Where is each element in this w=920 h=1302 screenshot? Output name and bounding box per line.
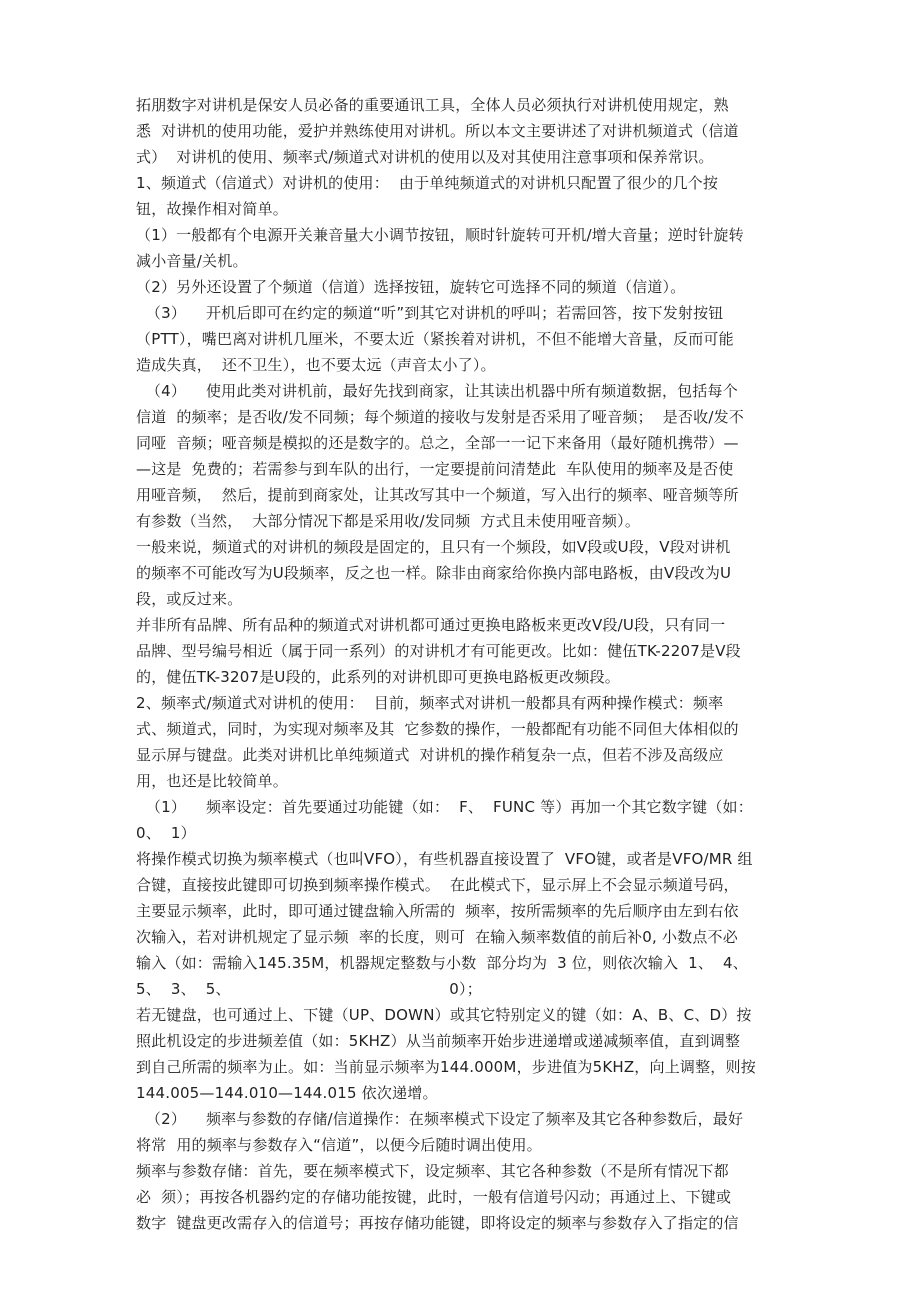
text-line: —这是 免费的；若需参与到车队的出行，一定要提前问清楚此 车队使用的频率及是否使 [136, 460, 734, 478]
text-line: 的，健伍TK-3207是U段的，此系列的对讲机即可更换电路板更改频段。 [136, 668, 620, 686]
text-line: 1、频道式（信道式）对讲机的使用： 由于单纯频道式的对讲机只配置了很少的几个按 [136, 174, 719, 192]
text-line: 式、频道式，同时，为实现对频率及其 它参数的操作，一般都配有功能不同但大体相似的 [136, 720, 739, 738]
text-line: 钮，故操作相对简单。 [136, 200, 289, 218]
text-line: （2） 频率与参数的存储/信道操作：在频率模式下设定了频率及其它各种参数后，最好 [136, 1110, 744, 1128]
text-line: 数字 键盘更改需存入的信道号；再按存储功能键，即将设定的频率与参数存入了指定的信 [136, 1214, 739, 1232]
text-line: 造成失真， 还不卫生），也不要太远（声音太小了）。 [136, 356, 496, 374]
text-line: 同哑 音频；哑音频是模拟的还是数字的。总之，全部一一记下来备用（最好随机携带）— [136, 434, 739, 452]
text-line: 0、 1） [136, 824, 196, 842]
text-line: 的频率不可能改写为U段频率，反之也一样。除非由商家给你换内部电路板，由V段改为U [136, 564, 732, 582]
text-line: 合键，直接按此键即可切换到频率操作模式。 在此模式下，显示屏上不会显示频道号码， [136, 876, 739, 894]
text-line: 信道 的频率；是否收/发不同频；每个频道的接收与发射是否采用了哑音频； 是否收/发不 [136, 408, 744, 426]
text-line: 2、频率式/频道式对讲机的使用： 目前，频率式对讲机一般都具有两种操作模式：频率 [136, 694, 724, 712]
text-line: （PTT），嘴巴离对讲机几厘米，不要太近（紧挨着对讲机，不但不能增大音量，反而可能 [136, 330, 734, 348]
text-line: 段，或反过来。 [136, 590, 243, 608]
text-line: （2）另外还设置了个频道（信道）选择按钮，旋转它可选择不同的频道（信道）。 [136, 278, 686, 296]
text-line: 将常 用的频率与参数存入“信道”，以便今后随时调出使用。 [136, 1136, 542, 1154]
text-line: 一般来说，频道式的对讲机的频段是固定的，且只有一个频段，如V段或U段，V段对讲机 [136, 538, 731, 556]
text-line: 用哑音频， 然后，提前到商家处，让其改写其中一个频道，写入出行的频率、哑音频等所 [136, 486, 739, 504]
text-line: 有参数（当然， 大部分情况下都是采用收/发同频 方式且未使用哑音频）。 [136, 512, 641, 530]
text-line: 用，也还是比较简单。 [136, 772, 289, 790]
text-line: 悉 对讲机的使用功能，爱护并熟练使用对讲机。所以本文主要讲述了对讲机频道式（信道 [136, 122, 739, 140]
text-line: 减小音量/关机。 [136, 252, 248, 270]
text-line: （4） 使用此类对讲机前，最好先找到商家，让其读出机器中所有频道数据，包括每个 [136, 382, 738, 400]
text-line: 照此机设定的步进频差值（如：5KHZ）从当前频率开始步进递增或递减频率值，直到调整 [136, 1032, 741, 1050]
text-line: 品牌、型号编号相近（属于同一系列）的对讲机才有可能更改。比如：健伍TK-2207是V段 [136, 642, 741, 660]
text-line: 输入（如：需输入145.35M，机器规定整数与小数 部分均为 3 位，则依次输入 1、 4、 [136, 954, 748, 972]
text-line: 次输入，若对讲机规定了显示频 率的长度，则可 在输入频率数值的前后补0, 小数点不必 [136, 928, 738, 946]
text-line: 显示屏与键盘。此类对讲机比单纯频道式 对讲机的操作稍复杂一点，但若不涉及高级应 [136, 746, 724, 764]
text-line: （1）一般都有个电源开关兼音量大小调节按钮，顺时针旋转可开机/增大音量；逆时针旋转 [136, 226, 744, 244]
document-body [136, 92, 796, 1236]
text-line: 主要显示频率，此时，即可通过键盘输入所需的 频率，按所需频率的先后顺序由左到右依 [136, 902, 739, 920]
text-line: 将操作模式切换为频率模式（也叫VFO），有些机器直接设置了 VFO键，或者是VFO/MR 组 [136, 850, 753, 868]
text-line: 到自己所需的频率为止。如：当前显示频率为144.000M，步进值为5KHZ，向上调整，则按 [136, 1058, 756, 1076]
text-line: 式） 对讲机的使用、频率式/频道式对讲机的使用以及对其使用注意事项和保养常识。 [136, 148, 714, 166]
text-line: 频率与参数存储：首先，要在频率模式下，设定频率、其它各种参数（不是所有情况下都 [136, 1162, 729, 1180]
text-line: 并非所有品牌、所有品种的频道式对讲机都可通过更换电路板来更改V段/U段，只有同一 [136, 616, 726, 634]
text-line: （3） 开机后即可在约定的频道“听”到其它对讲机的呼叫；若需回答，按下发射按钮 [136, 304, 724, 322]
text-line: 必 须）；再按各机器约定的存储功能按键，此时，一般有信道号闪动；再通过上、下键或 [136, 1188, 732, 1206]
text-line: 5、 3、 5、 0）； [136, 980, 482, 998]
text-line: 144.005—144.010—144.015 依次递增。 [136, 1084, 438, 1102]
text-line: （1） 频率设定：首先要通过功能键（如： F、 FUNC 等）再加一个其它数字键（如： [136, 798, 753, 816]
text-line: 拓朋数字对讲机是保安人员必备的重要通讯工具，全体人员必须执行对讲机使用规定，熟 [136, 96, 729, 114]
text-line: 若无键盘，也可通过上、下键（UP、DOWN）或其它特别定义的键（如：A、B、C、D）按 [136, 1006, 752, 1024]
